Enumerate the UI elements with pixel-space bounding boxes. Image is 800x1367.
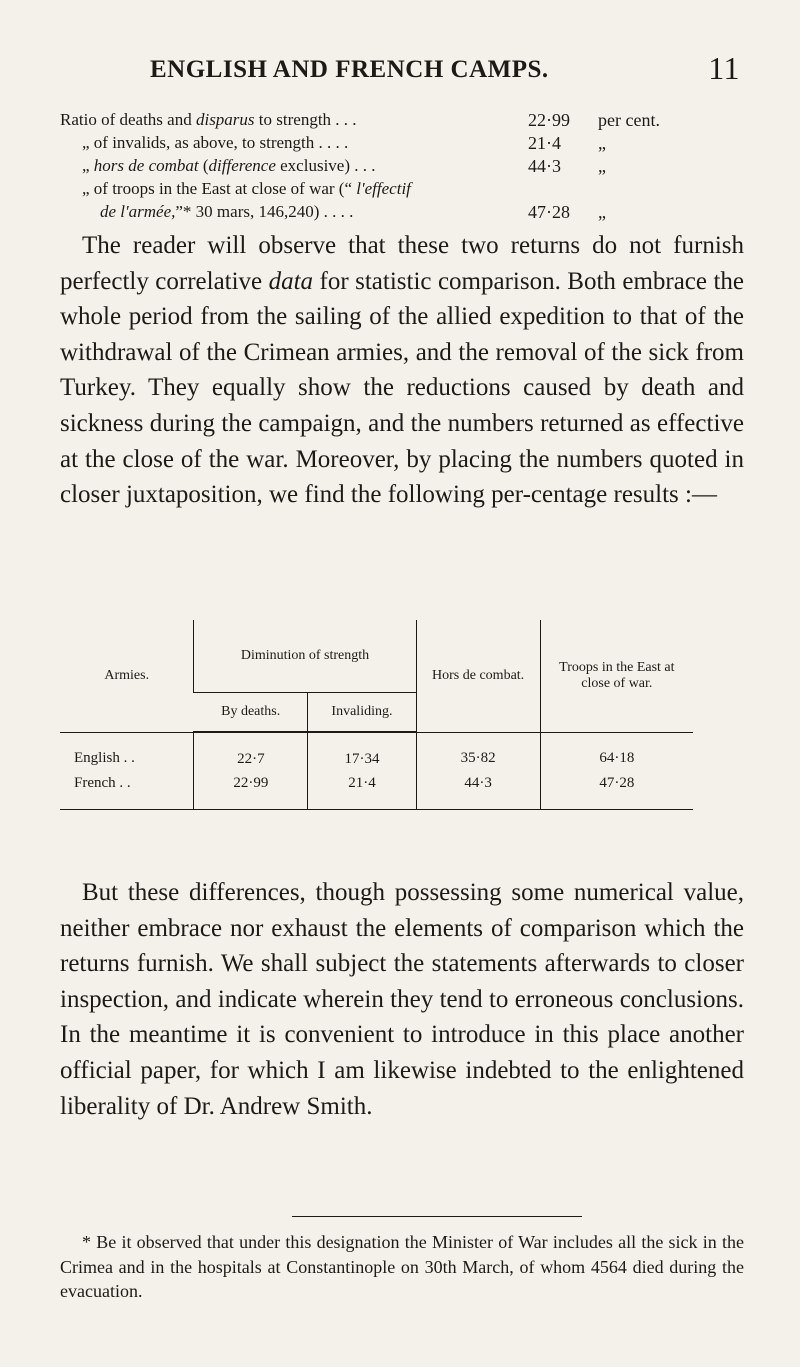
cell-army: English . . xyxy=(74,750,135,767)
ratio-row-deaths xyxy=(60,110,750,133)
ratio-value: 21·4 xyxy=(528,133,561,153)
ratio-label: Ratio of deaths and xyxy=(60,110,196,129)
cell-hors: 35·82 xyxy=(416,732,540,771)
header-diminution: Diminution of strength xyxy=(194,620,416,693)
ratio-label: „ of invalids, as above, to strength . . . . xyxy=(82,133,349,152)
table-row xyxy=(60,771,693,810)
cell-troops: 64·18 xyxy=(540,732,693,771)
paragraph-1: The reader will observe that these two returns do not furnish perfectly correlative data for statistic comparison. Both embrace the whole period from the sailing of the allied expedition to that of the withdrawal of the Crimean armies, and the removal of the sick from Turkey. They equally show the reductions caused by death and sickness during the campaign, and the numbers returned as effective at the close of the war. Moreover, by placing the numbers quoted in closer juxtaposition, we find the following per-centage results :— xyxy=(60,232,744,509)
cell-deaths: 22·99 xyxy=(194,771,308,810)
page-number: 11 xyxy=(708,50,740,86)
ratio-row-troops-east-cont xyxy=(60,202,750,225)
cell-hors: 44·3 xyxy=(416,771,540,810)
ratio-list xyxy=(60,110,750,225)
ratio-label-italic: l'effectif xyxy=(356,179,411,198)
ratio-label-tail: to strength . . . xyxy=(254,110,357,129)
ratio-unit: „ xyxy=(598,156,606,176)
ratio-value: 44·3 xyxy=(528,156,561,176)
table-row xyxy=(60,732,693,771)
ratio-row-troops-east xyxy=(60,179,750,202)
italic-data: data xyxy=(268,267,314,295)
running-head xyxy=(150,50,740,86)
running-head-title: ENGLISH AND FRENCH CAMPS. xyxy=(150,56,549,83)
ratio-label-mid: ( xyxy=(198,156,209,175)
cell-army: French . . xyxy=(60,771,194,810)
ratio-label-tail: exclusive) . . . xyxy=(275,156,376,175)
ratio-value: 47·28 xyxy=(528,202,570,222)
header-hors-de-combat: Hors de combat. xyxy=(416,620,540,732)
ratio-label-tail: ”* 30 mars, 146,240) . . . . xyxy=(175,202,354,221)
header-invaliding: Invaliding. xyxy=(308,693,416,733)
ratio-row-hors-de-combat xyxy=(60,156,750,179)
ratio-row-invalids xyxy=(60,133,750,156)
percentage-table xyxy=(60,620,693,810)
header-by-deaths: By deaths. xyxy=(194,693,308,733)
ratio-label-italic: disparus xyxy=(195,110,255,129)
cell-troops: 47·28 xyxy=(540,771,693,810)
ratio-unit: „ xyxy=(598,202,606,222)
ratio-label-italic: de l'armée, xyxy=(100,202,176,221)
header-armies: Armies. xyxy=(60,620,194,732)
header-troops-east: Troops in the East at close of war. xyxy=(540,620,693,732)
footnote: * Be it observed that under this designation the Minister of War includes all the sick in the Crimea and in the hospitals at Constantinople on 30th March, of whom 4564 died during the evacuation. xyxy=(60,1232,744,1301)
cell-deaths: 22·7 xyxy=(194,732,308,771)
cell-invaliding: 17·34 xyxy=(308,732,416,771)
footnote-divider xyxy=(292,1216,582,1217)
cell-invaliding: 21·4 xyxy=(308,771,416,810)
paragraph-2: But these differences, though possessing some numerical value, neither embrace nor exhaust the elements of comparison which the returns furnish. We shall subject the statements afterwards to closer inspection, and indicate wherein they tend to erroneous conclusions. In the meantime it is convenient to introduce in this place another official paper, for which I am likewise indebted to the enlightened liberality of Dr. Andrew Smith. xyxy=(60,879,744,1120)
ratio-value: 22·99 xyxy=(528,110,570,130)
ratio-label-italic-2: difference xyxy=(208,156,276,175)
ratio-unit: „ xyxy=(598,133,606,153)
ratio-label: „ of troops in the East at close of war (“ xyxy=(82,179,357,198)
ratio-label-italic: hors de combat xyxy=(93,156,199,175)
ratio-unit: per cent. xyxy=(598,110,660,130)
ratio-label: „ xyxy=(82,156,94,175)
